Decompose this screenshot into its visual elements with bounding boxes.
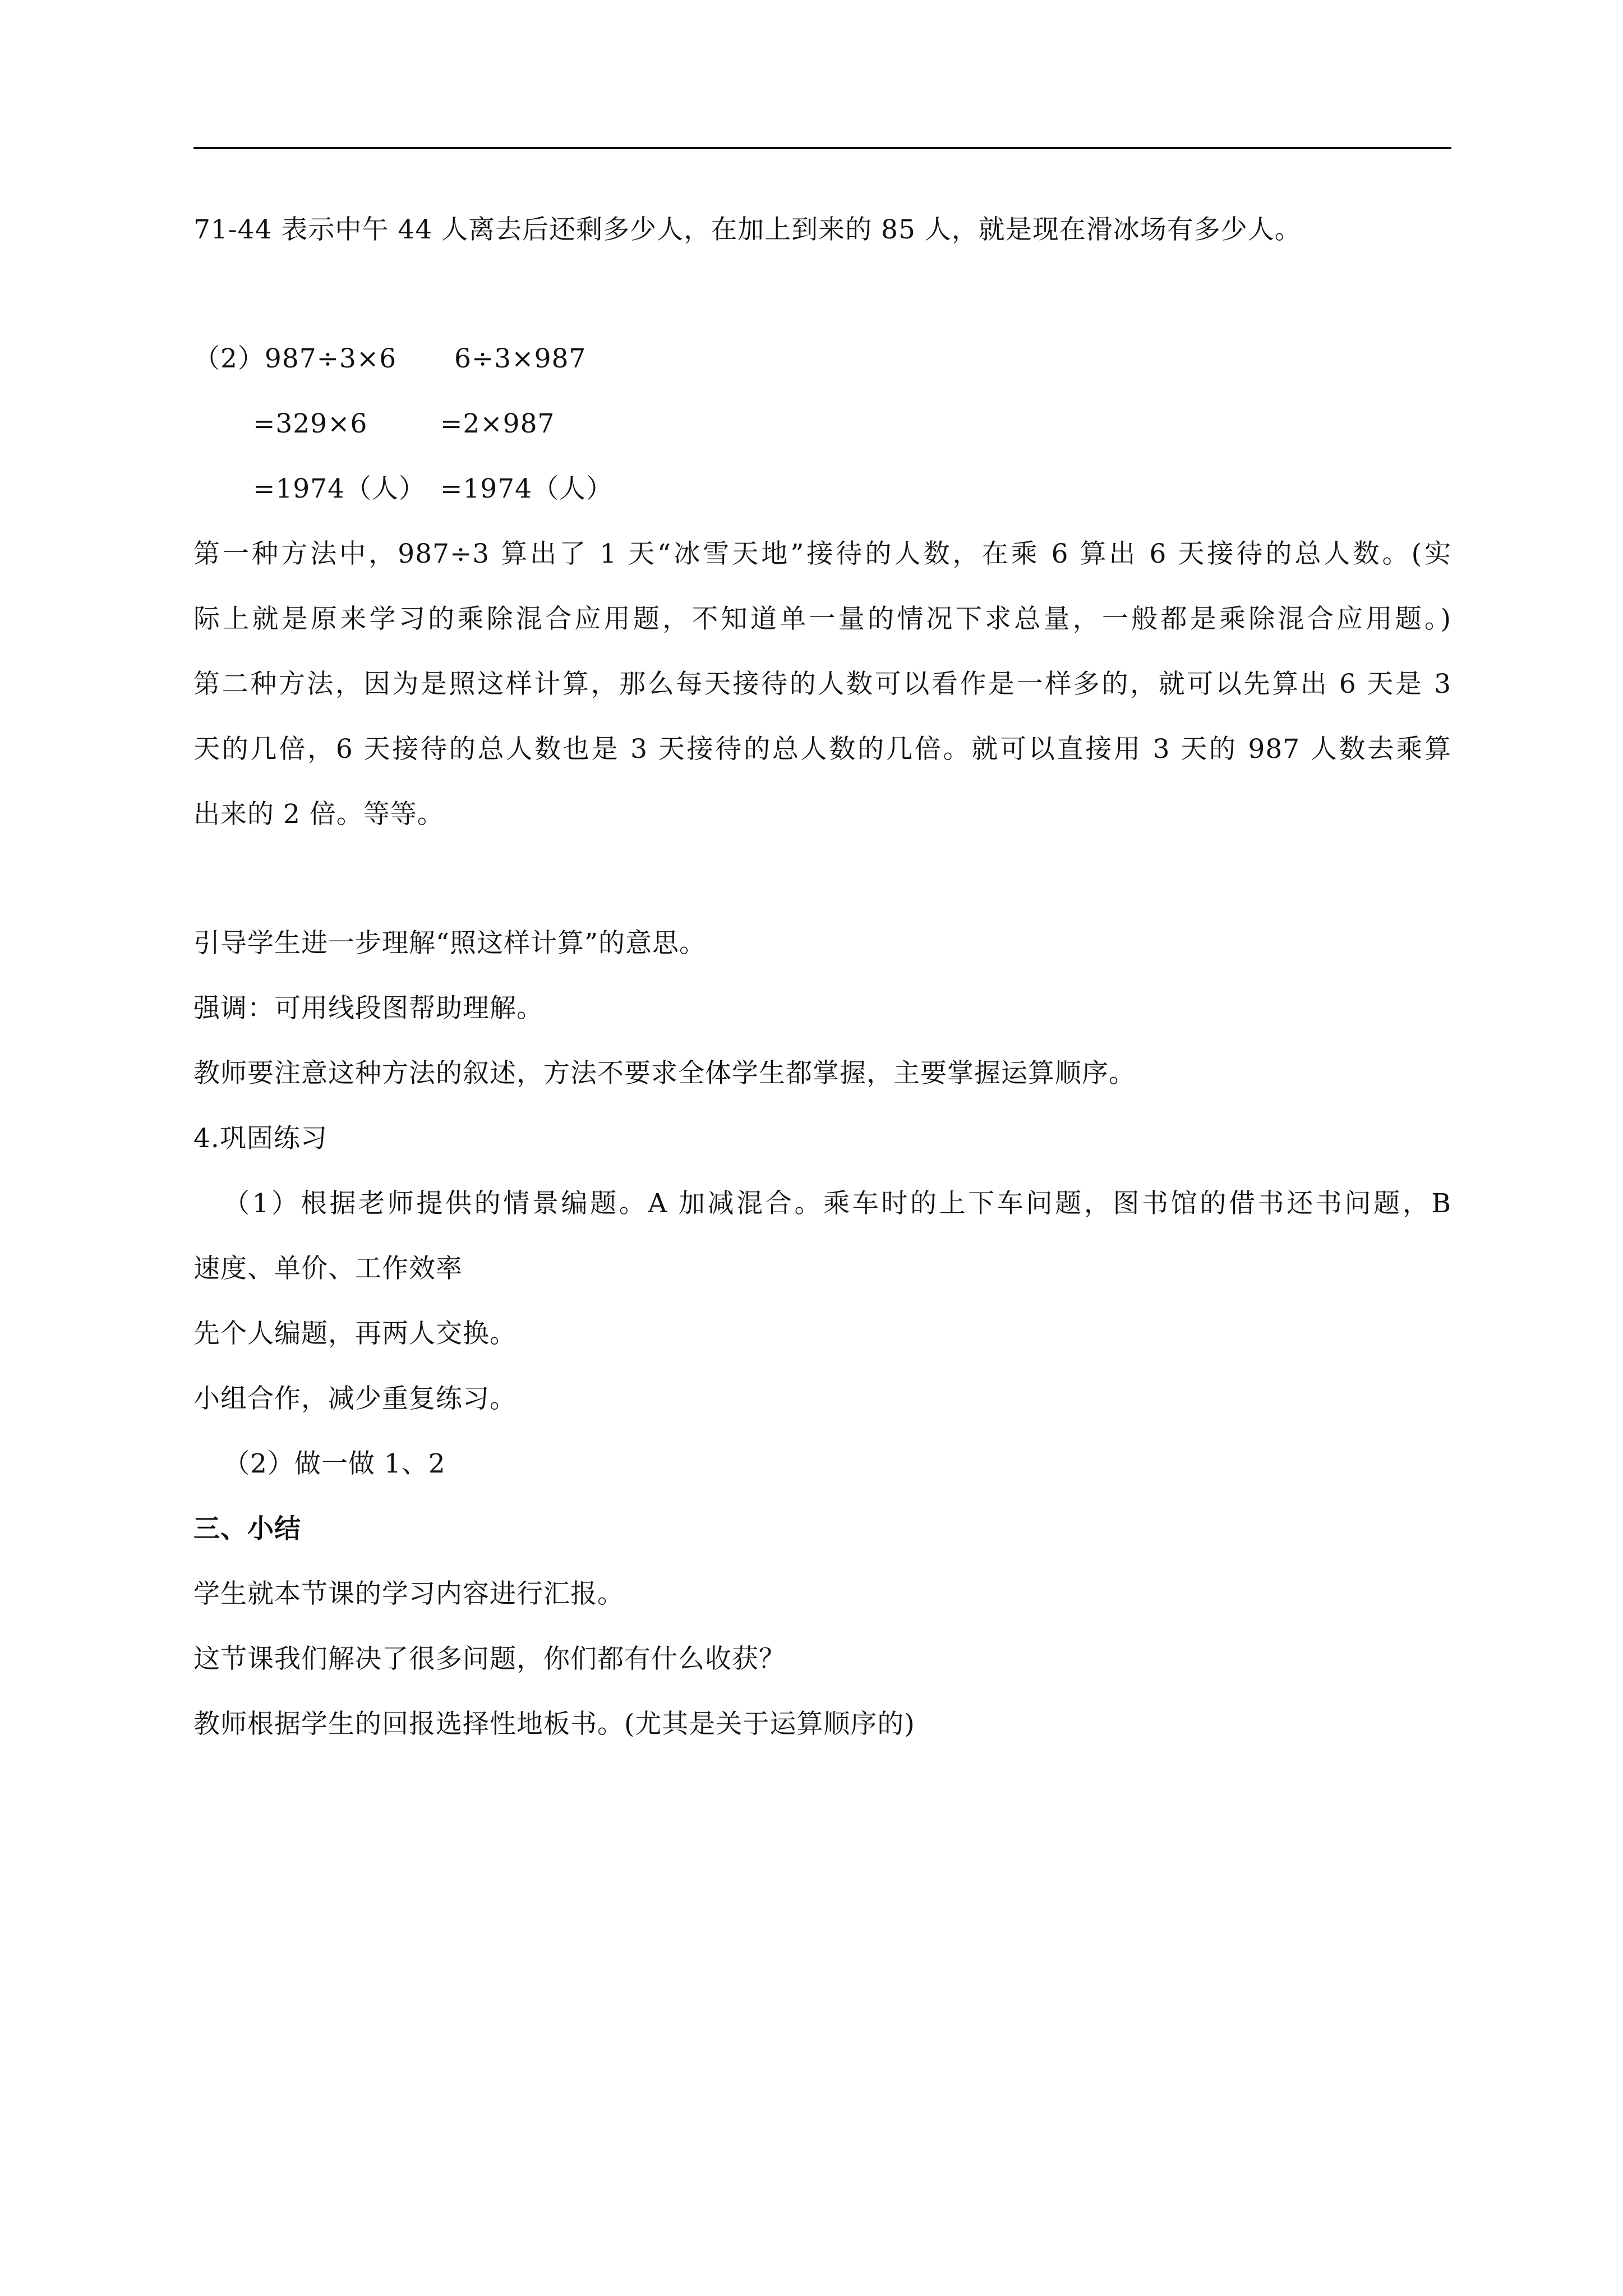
text-line: 这节课我们解决了很多问题，你们都有什么收获？	[193, 1644, 786, 1674]
text-line: 出来的 2 倍。等等。	[193, 799, 444, 830]
section-heading-summary: 三、小结	[193, 1513, 301, 1544]
text-line: 际上就是原来学习的乘除混合应用题，不知道单一量的情况下求总量，一般都是乘除混合应用题。)	[193, 604, 1451, 634]
text-line: 教师根据学生的回报选择性地板书。(尤其是关于运算顺序的)	[193, 1709, 915, 1740]
text-line: 学生就本节课的学习内容进行汇报。	[193, 1579, 624, 1609]
text-line: 天的几倍，6 天接待的总人数也是 3 天接待的总人数的几倍。就可以直接用 3 天的 987 人数去乘算	[193, 734, 1451, 765]
text-line: 71-44 表示中午 44 人离去后还剩多少人，在加上到来的 85 人，就是现在滑冰场有多少人。	[193, 214, 1302, 245]
text-line: 小组合作，减少重复练习。	[193, 1383, 517, 1414]
text-line: （2）做一做 1、2	[223, 1448, 446, 1479]
text-line: 先个人编题，再两人交换。	[193, 1318, 517, 1349]
equation-line-1-right: 6÷3×987	[454, 343, 587, 374]
text-line: 第二种方法，因为是照这样计算，那么每天接待的人数可以看作是一样多的，就可以先算出 6 天是 3	[193, 669, 1451, 700]
text-line: 强调：可用线段图帮助理解。	[193, 993, 543, 1024]
equation-line-3-left: =1974（人）	[253, 473, 426, 504]
header-rule	[193, 147, 1451, 149]
text-line: 教师要注意这种方法的叙述，方法不要求全体学生都掌握，主要掌握运算顺序。	[193, 1058, 1136, 1089]
text-line: 引导学生进一步理解“照这样计算”的意思。	[193, 928, 707, 959]
equation-line-1-left: （2）987÷3×6	[193, 343, 397, 374]
text-line: 速度、单价、工作效率	[193, 1253, 463, 1284]
equation-line-3-right: =1974（人）	[440, 473, 613, 504]
equation-line-2-left: =329×6	[253, 408, 368, 439]
equation-line-2-right: =2×987	[440, 408, 555, 439]
text-line: （1）根据老师提供的情景编题。A 加减混合。乘车时的上下车问题，图书馆的借书还书问题，B	[223, 1188, 1451, 1219]
text-line: 第一种方法中，987÷3 算出了 1 天“冰雪天地”接待的人数，在乘 6 算出 6 天接待的总人数。(实	[193, 539, 1451, 569]
section-heading-exercise: 4.巩固练习	[193, 1123, 328, 1154]
